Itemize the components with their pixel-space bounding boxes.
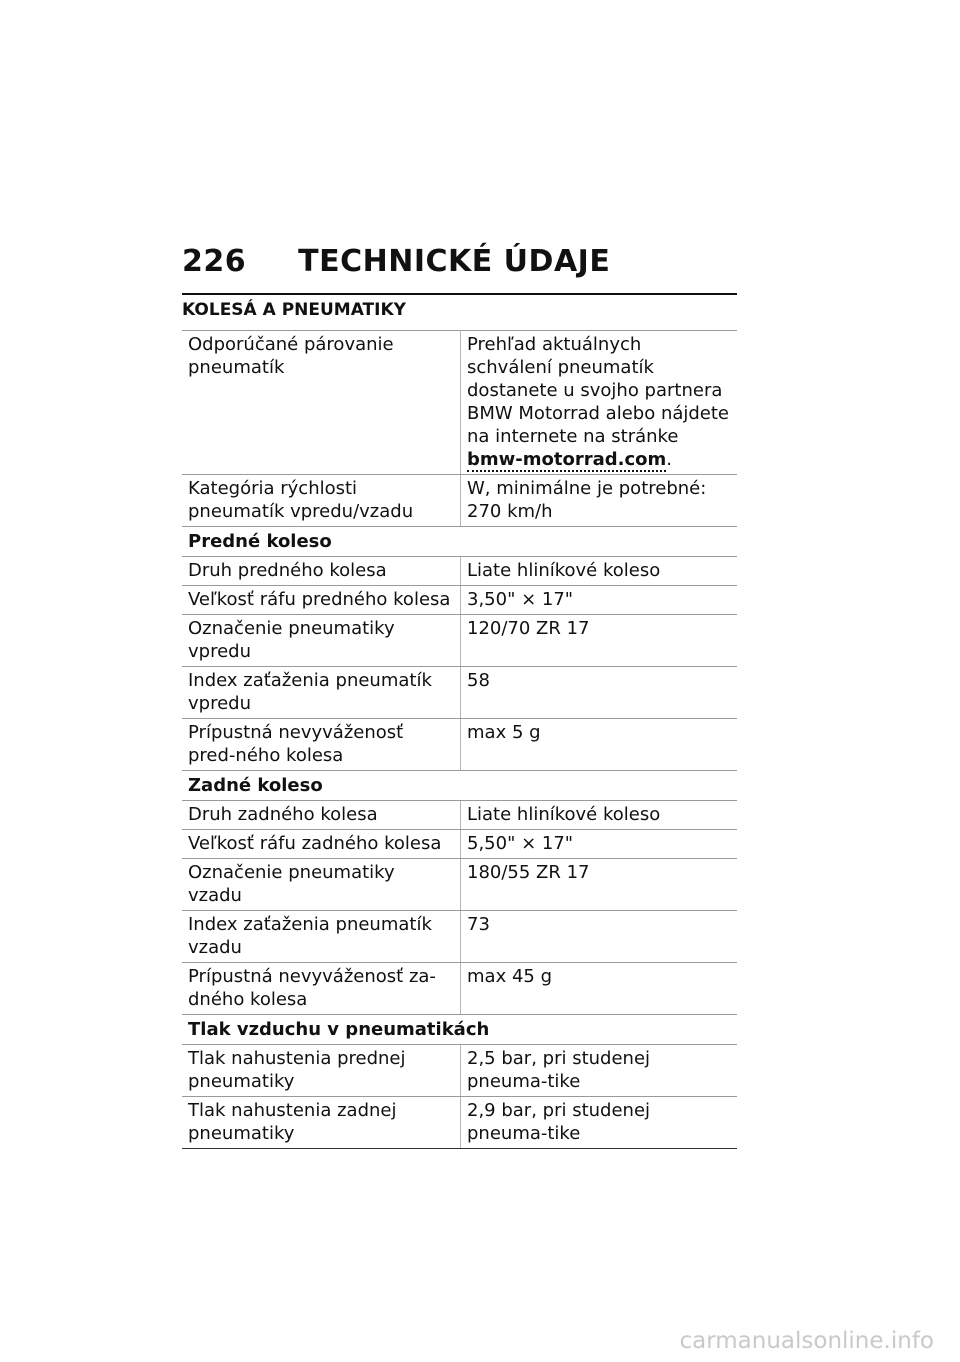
group-heading-row [182, 1015, 737, 1045]
row-label: Veľkosť ráfu predného kolesa [182, 586, 461, 615]
row-label: Index zaťaženia pneumatík vpredu [182, 667, 461, 719]
page-title: TECHNICKÉ ÚDAJE [298, 244, 611, 279]
row-value: max 5 g [461, 719, 738, 771]
row-value: max 45 g [461, 963, 738, 1015]
row-value: Liate hliníkové koleso [461, 557, 738, 586]
row-value [461, 331, 738, 475]
table-row [182, 859, 737, 911]
section-title: KOLESÁ A PNEUMATIKY [182, 293, 737, 320]
table-row [182, 911, 737, 963]
specs-table [182, 330, 737, 1149]
group-heading-row [182, 527, 737, 557]
group-heading: Zadné koleso [182, 771, 737, 801]
row-label: Odporúčané párovanie pneumatík [182, 331, 461, 475]
row-value: 3,50" × 17" [461, 586, 738, 615]
row-value: 180/55 ZR 17 [461, 859, 738, 911]
group-heading-row [182, 771, 737, 801]
value-text: Prehľad aktuálnych schválení pneumatík dostanete u svojho partnera BMW Motorrad alebo nájdete na internete na stránke [467, 334, 730, 447]
row-label: Index zaťaženia pneumatík vzadu [182, 911, 461, 963]
table-row [182, 1097, 737, 1149]
row-value: 2,9 bar, pri studenej pneuma-tike [461, 1097, 738, 1149]
row-label: Označenie pneumatiky vpredu [182, 615, 461, 667]
row-label: Prípustná nevyváženosť za-dného kolesa [182, 963, 461, 1015]
table-row [182, 331, 737, 475]
table-row [182, 475, 737, 527]
row-value: 120/70 ZR 17 [461, 615, 738, 667]
row-label: Kategória rýchlosti pneumatík vpredu/vzadu [182, 475, 461, 527]
table-row [182, 615, 737, 667]
row-label: Tlak nahustenia zadnej pneumatiky [182, 1097, 461, 1149]
page-number: 226 [182, 244, 247, 279]
row-label: Druh zadného kolesa [182, 801, 461, 830]
value-suffix: . [666, 449, 672, 470]
row-value: 58 [461, 667, 738, 719]
table-row [182, 557, 737, 586]
page-header [182, 244, 610, 279]
table-row [182, 719, 737, 771]
table-row [182, 586, 737, 615]
group-heading: Predné koleso [182, 527, 737, 557]
group-heading: Tlak vzduchu v pneumatikách [182, 1015, 737, 1045]
table-row [182, 667, 737, 719]
table-row [182, 830, 737, 859]
watermark: carmanualsonline.info [679, 1328, 934, 1354]
row-label: Veľkosť ráfu zadného kolesa [182, 830, 461, 859]
row-value: Liate hliníkové koleso [461, 801, 738, 830]
row-value: 73 [461, 911, 738, 963]
row-value: W, minimálne je potrebné: 270 km/h [461, 475, 738, 527]
table-row [182, 1045, 737, 1097]
row-value: 2,5 bar, pri studenej pneuma-tike [461, 1045, 738, 1097]
row-value: 5,50" × 17" [461, 830, 738, 859]
website-link[interactable]: bmw-motorrad.com [467, 449, 667, 470]
table-row [182, 801, 737, 830]
row-label: Druh predného kolesa [182, 557, 461, 586]
row-label: Označenie pneumatiky vzadu [182, 859, 461, 911]
table-row [182, 963, 737, 1015]
row-label: Prípustná nevyváženosť pred-ného kolesa [182, 719, 461, 771]
row-label: Tlak nahustenia prednej pneumatiky [182, 1045, 461, 1097]
